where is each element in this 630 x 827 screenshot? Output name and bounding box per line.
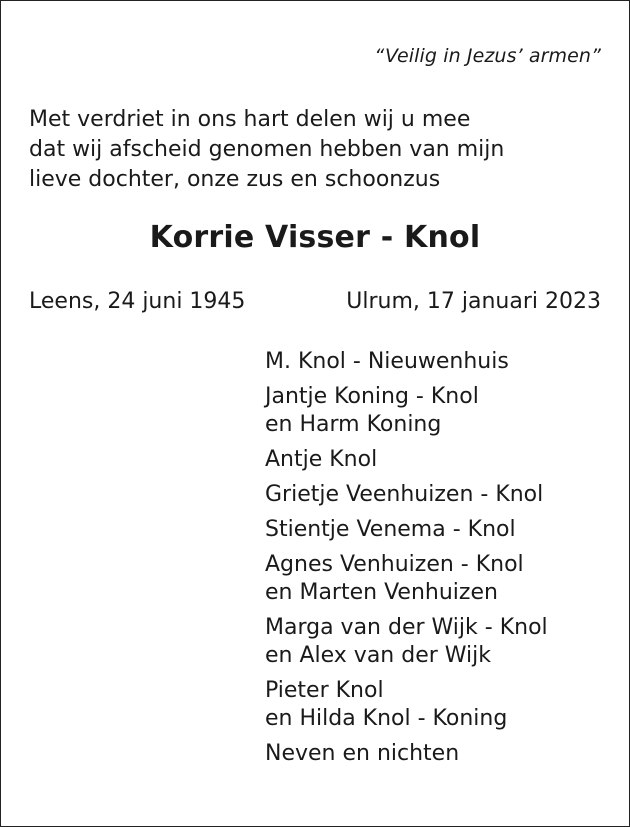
family-member-partner: en Alex van der Wijk xyxy=(265,643,492,668)
intro-text xyxy=(29,105,504,195)
death-place-date: Ulrum, 17 januari 2023 xyxy=(346,289,601,314)
family-entry xyxy=(265,677,548,733)
birth-place-date: Leens, 24 juni 1945 xyxy=(29,289,246,314)
family-member-partner: en Harm Koning xyxy=(265,412,442,437)
family-member: M. Knol - Nieuwenhuis xyxy=(265,349,509,374)
family-entry xyxy=(265,481,548,509)
family-member: Antje Knol xyxy=(265,447,378,472)
intro-line: Met verdriet in ons hart delen wij u mee xyxy=(29,107,471,132)
family-entry xyxy=(265,348,548,376)
family-member-partner: en Hilda Knol - Koning xyxy=(265,706,508,731)
family-entry xyxy=(265,614,548,670)
family-member: Grietje Veenhuizen - Knol xyxy=(265,482,544,507)
motto: “Veilig in Jezus’ armen” xyxy=(374,45,601,67)
family-member: Marga van der Wijk - Knol xyxy=(265,615,548,640)
family-member: Agnes Venhuizen - Knol xyxy=(265,552,524,577)
family-entry xyxy=(265,516,548,544)
intro-line: dat wij afscheid genomen hebben van mijn xyxy=(29,137,505,162)
intro-line: lieve dochter, onze zus en schoonzus xyxy=(29,167,441,192)
family-entry xyxy=(265,446,548,474)
family-member-partner: en Marten Venhuizen xyxy=(265,580,498,605)
deceased-name: Korrie Visser - Knol xyxy=(149,220,481,255)
dates-row xyxy=(29,289,601,314)
family-member: Pieter Knol xyxy=(265,678,384,703)
family-entry xyxy=(265,383,548,439)
family-member: Jantje Koning - Knol xyxy=(265,384,479,409)
family-member: Stientje Venema - Knol xyxy=(265,517,516,542)
closing-line: Neven en nichten xyxy=(265,741,460,766)
family-list xyxy=(265,348,548,768)
family-entry xyxy=(265,551,548,607)
